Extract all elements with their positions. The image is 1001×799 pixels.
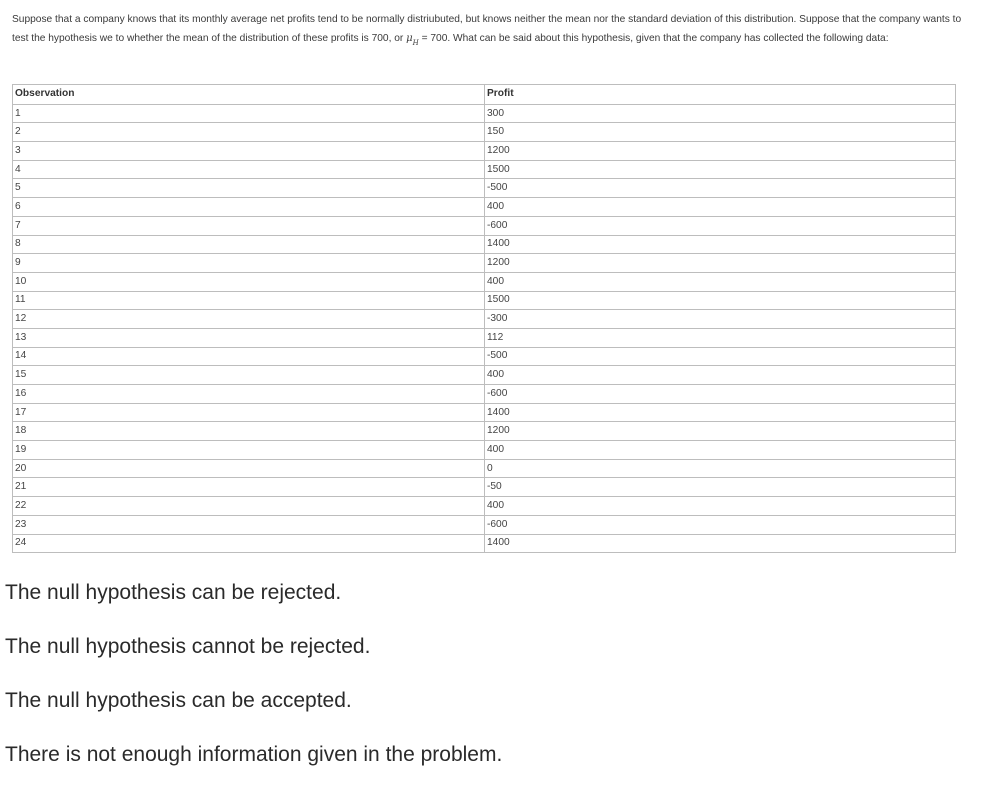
observation-cell: 6 (13, 198, 485, 217)
observation-cell: 21 (13, 478, 485, 497)
observation-cell: 4 (13, 160, 485, 179)
table-row (13, 366, 956, 385)
observation-cell: 24 (13, 534, 485, 553)
question-text (12, 10, 972, 53)
table-row (13, 160, 956, 179)
table-row (13, 142, 956, 161)
option-can-be-rejected[interactable]: The null hypothesis can be rejected. (5, 581, 342, 604)
profit-cell: 0 (485, 459, 956, 478)
observation-cell: 11 (13, 291, 485, 310)
table-row (13, 403, 956, 422)
observation-cell: 23 (13, 515, 485, 534)
table-row (13, 123, 956, 142)
observation-cell: 20 (13, 459, 485, 478)
table-row (13, 272, 956, 291)
profit-cell: 400 (485, 272, 956, 291)
mu-letter: μ (406, 33, 413, 44)
header-profit: Profit (485, 85, 956, 105)
observation-cell: 13 (13, 328, 485, 347)
table-row (13, 254, 956, 273)
question-text-part-1: Suppose that a company knows that its monthly average net profits tend to be normally distriubuted, but knows neither the mean nor the standard deviation of this distribution. Suppose that the company wants to test the hypothesis we to whether the mean of the distribution of these profits is 700, or (12, 14, 962, 44)
profit-cell: 400 (485, 366, 956, 385)
profit-cell: 1200 (485, 142, 956, 161)
profit-cell: 1200 (485, 422, 956, 441)
observation-cell: 3 (13, 142, 485, 161)
table-row (13, 347, 956, 366)
observation-cell: 16 (13, 385, 485, 404)
observation-cell: 19 (13, 441, 485, 460)
table-row (13, 179, 956, 198)
profit-cell: 1500 (485, 291, 956, 310)
table-row (13, 328, 956, 347)
table-row (13, 478, 956, 497)
option-cannot-be-rejected[interactable]: The null hypothesis cannot be rejected. (5, 635, 371, 658)
table-row (13, 441, 956, 460)
table-row (13, 291, 956, 310)
observation-cell: 17 (13, 403, 485, 422)
profit-cell: -300 (485, 310, 956, 329)
table-row (13, 235, 956, 254)
profit-cell: -500 (485, 179, 956, 198)
answer-options (5, 577, 905, 793)
mu-subscript: H (412, 39, 419, 47)
observation-cell: 5 (13, 179, 485, 198)
question-text-part-2: = 700. What can be said about this hypothesis, given that the company has collected the following data: (418, 33, 889, 44)
table-row (13, 422, 956, 441)
table-row (13, 216, 956, 235)
profit-cell: 1500 (485, 160, 956, 179)
observation-cell: 15 (13, 366, 485, 385)
table-row (13, 310, 956, 329)
observation-cell: 9 (13, 254, 485, 273)
profit-cell: -600 (485, 216, 956, 235)
table-row (13, 459, 956, 478)
profit-cell: 400 (485, 441, 956, 460)
table-row (13, 198, 956, 217)
profit-cell: 300 (485, 104, 956, 123)
profit-cell: 400 (485, 497, 956, 516)
data-table (12, 84, 956, 553)
observation-cell: 2 (13, 123, 485, 142)
header-observation: Observation (13, 85, 485, 105)
mu-h-symbol (406, 33, 419, 47)
table-row (13, 104, 956, 123)
profit-cell: 150 (485, 123, 956, 142)
observation-cell: 14 (13, 347, 485, 366)
table-row (13, 534, 956, 553)
profit-cell: -600 (485, 385, 956, 404)
observation-cell: 1 (13, 104, 485, 123)
profit-cell: 1400 (485, 235, 956, 254)
observation-cell: 22 (13, 497, 485, 516)
table-row (13, 385, 956, 404)
observation-cell: 18 (13, 422, 485, 441)
observation-cell: 8 (13, 235, 485, 254)
option-can-be-accepted[interactable]: The null hypothesis can be accepted. (5, 689, 352, 712)
observation-cell: 12 (13, 310, 485, 329)
table-row (13, 497, 956, 516)
profit-cell: 400 (485, 198, 956, 217)
table-body (13, 104, 956, 553)
option-not-enough-information[interactable]: There is not enough information given in the problem. (5, 743, 503, 766)
profit-cell: -500 (485, 347, 956, 366)
profit-cell: 1400 (485, 403, 956, 422)
table-row (13, 515, 956, 534)
profit-cell: -600 (485, 515, 956, 534)
profit-cell: -50 (485, 478, 956, 497)
profit-cell: 1400 (485, 534, 956, 553)
table-header-row (13, 85, 956, 105)
profit-cell: 112 (485, 328, 956, 347)
observation-cell: 7 (13, 216, 485, 235)
observation-cell: 10 (13, 272, 485, 291)
profit-cell: 1200 (485, 254, 956, 273)
